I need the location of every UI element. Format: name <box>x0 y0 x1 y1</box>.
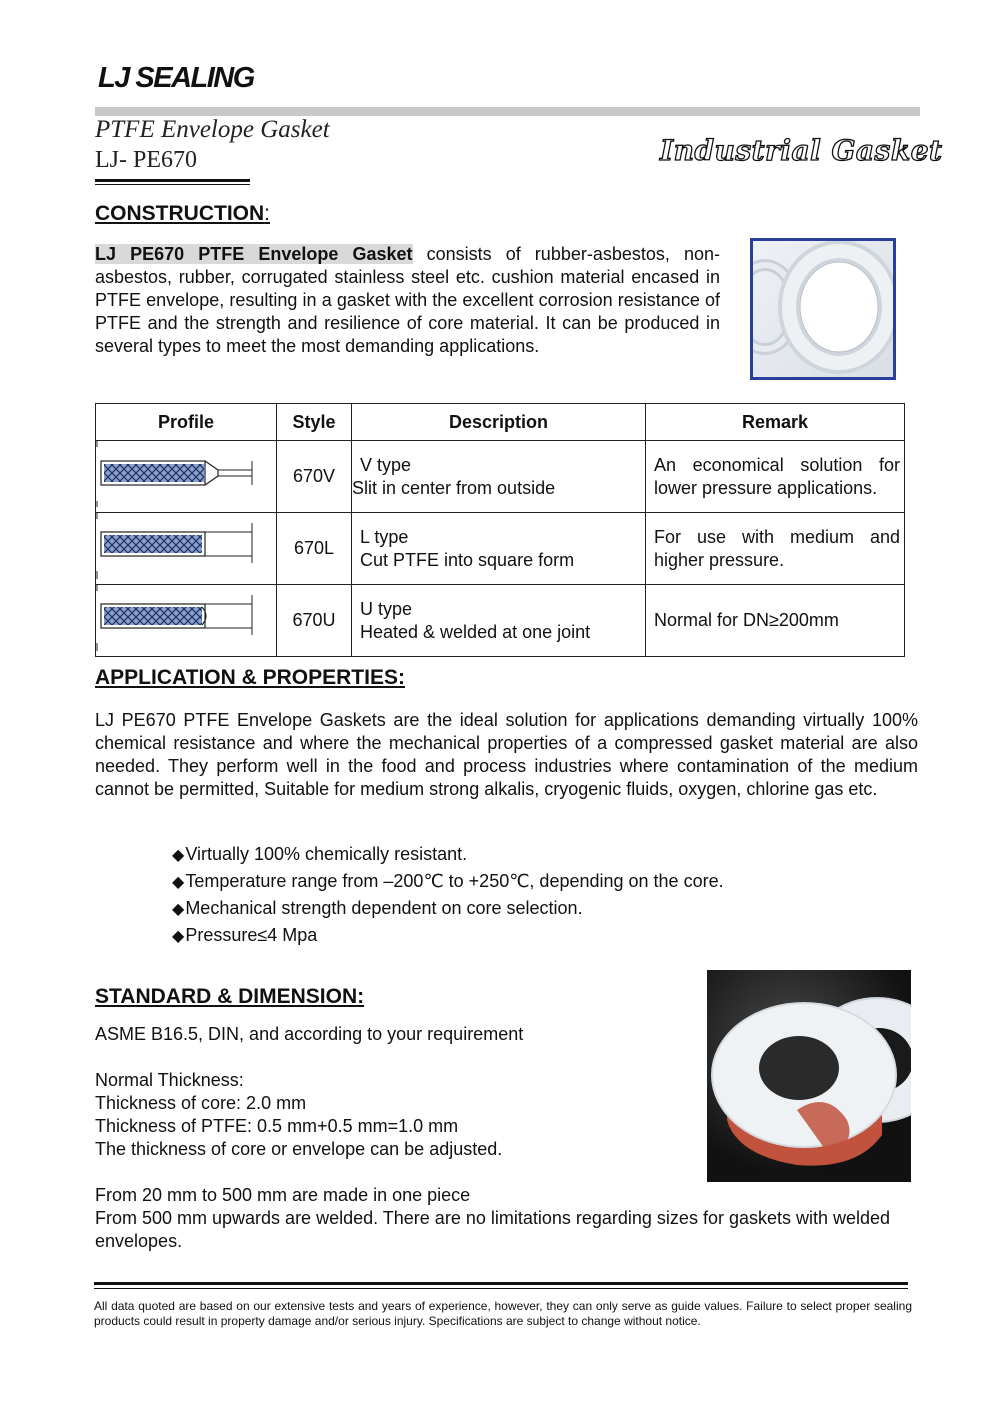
description-type: L type <box>360 526 409 547</box>
disclaimer: All data quoted are based on our extensive tests and years of experience, however, they can only serve as guide values. Failure to select proper sealing products could result in property damage and/or serious injury. Specifications are subject to change without notice. <box>94 1299 912 1328</box>
brand-logo: LJ SEALING <box>98 62 254 94</box>
description-cell <box>352 585 646 657</box>
construction-heading-text: CONSTRUCTION <box>95 202 265 225</box>
profile-u-icon <box>96 585 274 651</box>
profile-v-icon <box>96 441 274 507</box>
description-type: U type <box>360 598 413 619</box>
description-cell <box>352 441 646 513</box>
header-remark: Remark <box>646 404 905 441</box>
header-style: Style <box>277 404 352 441</box>
list-item: ◆ Virtually 100% chemically resistant. <box>172 843 724 870</box>
profile-drawing-u <box>96 585 277 657</box>
thickness-title: Normal Thickness: <box>95 1070 244 1090</box>
product-name: PTFE Envelope Gasket <box>95 116 330 143</box>
construction-heading <box>95 202 270 226</box>
footer-divider <box>94 1282 908 1285</box>
category-title: Industrial Gasket <box>660 134 943 167</box>
description-detail: Heated & welded at one joint <box>360 621 591 642</box>
application-heading <box>95 666 405 690</box>
gasket-product-photo <box>707 970 911 1182</box>
profile-l-icon <box>96 513 274 579</box>
thickness-note: The thickness of core or envelope can be adjusted. <box>95 1139 503 1159</box>
list-item: ◆ Temperature range from –200℃ to +250℃, depending on the core. <box>172 870 724 897</box>
footer-divider <box>94 1288 908 1289</box>
standard-heading: STANDARD & DIMENSION: <box>95 985 365 1008</box>
table-row <box>96 513 905 585</box>
application-heading-text: APPLICATION & PROPERTIES <box>95 666 398 689</box>
profile-drawing-v <box>96 441 277 513</box>
style-code: 670V <box>277 441 352 513</box>
description-detail: Slit in center from outside <box>352 477 556 498</box>
header-bar <box>95 107 920 116</box>
feature-list <box>172 843 724 951</box>
heading-colon: : <box>397 666 405 689</box>
description-detail: Cut PTFE into square form <box>360 549 575 570</box>
header-description: Description <box>352 404 646 441</box>
table-row <box>96 585 905 657</box>
description-cell <box>352 513 646 585</box>
divider <box>95 179 250 182</box>
size-one-piece: From 20 mm to 500 mm are made in one piece <box>95 1185 471 1205</box>
product-code: LJ- PE670 <box>95 147 197 173</box>
product-highlight: LJ PE670 PTFE Envelope Gasket <box>95 244 413 264</box>
list-item: ◆ Mechanical strength dependent on core selection. <box>172 897 724 924</box>
ptfe-thickness: Thickness of PTFE: 0.5 mm+0.5 mm=1.0 mm <box>95 1116 459 1136</box>
table-header-row <box>96 404 905 441</box>
remark-cell: For use with medium and higher pressure. <box>646 513 905 585</box>
profile-drawing-l <box>96 513 277 585</box>
divider <box>95 184 250 185</box>
construction-body: consists of rubber-asbestos, non-asbestos, rubber, corrugated stainless steel etc. cushion material encased in PTFE envelope, resulting in a gasket with the excellent corrosion resistance of PTFE and the strength and resilience of core material. It can be produced in several types to meet the most demanding applications. <box>95 244 721 356</box>
gasket-rings-image <box>753 241 893 377</box>
heading-colon: : <box>264 202 271 225</box>
application-paragraph: LJ PE670 PTFE Envelope Gaskets are the ideal solution for applications demanding virtually 100% chemical resistance and where the mechanical properties of a compressed gasket material are also needed. They perform well in the food and process industries where contamination of the medium cannot be permitted, Suitable for medium strong alkalis, cryogenic fluids, oxygen, chlorine gas etc. <box>95 710 918 799</box>
gasket-photo <box>750 238 896 380</box>
construction-paragraph <box>95 243 720 358</box>
core-thickness: Thickness of core: 2.0 mm <box>95 1093 307 1113</box>
style-code: 670U <box>277 585 352 657</box>
style-code: 670L <box>277 513 352 585</box>
table-row <box>96 441 905 513</box>
list-item: ◆ Pressure≤4 Mpa <box>172 924 724 951</box>
remark-cell: Normal for DN≥200mm <box>646 585 905 657</box>
remark-cell: An economical solution for lower pressure applications. <box>646 441 905 513</box>
size-welded: From 500 mm upwards are welded. There are no limitations regarding sizes for gaskets with welded envelopes. <box>95 1208 891 1251</box>
profile-table <box>95 403 905 657</box>
gasket-envelope-image <box>707 970 911 1182</box>
header-profile: Profile <box>96 404 277 441</box>
description-type: V type <box>360 454 412 475</box>
standards-text: ASME B16.5, DIN, and according to your requirement <box>95 1024 524 1044</box>
